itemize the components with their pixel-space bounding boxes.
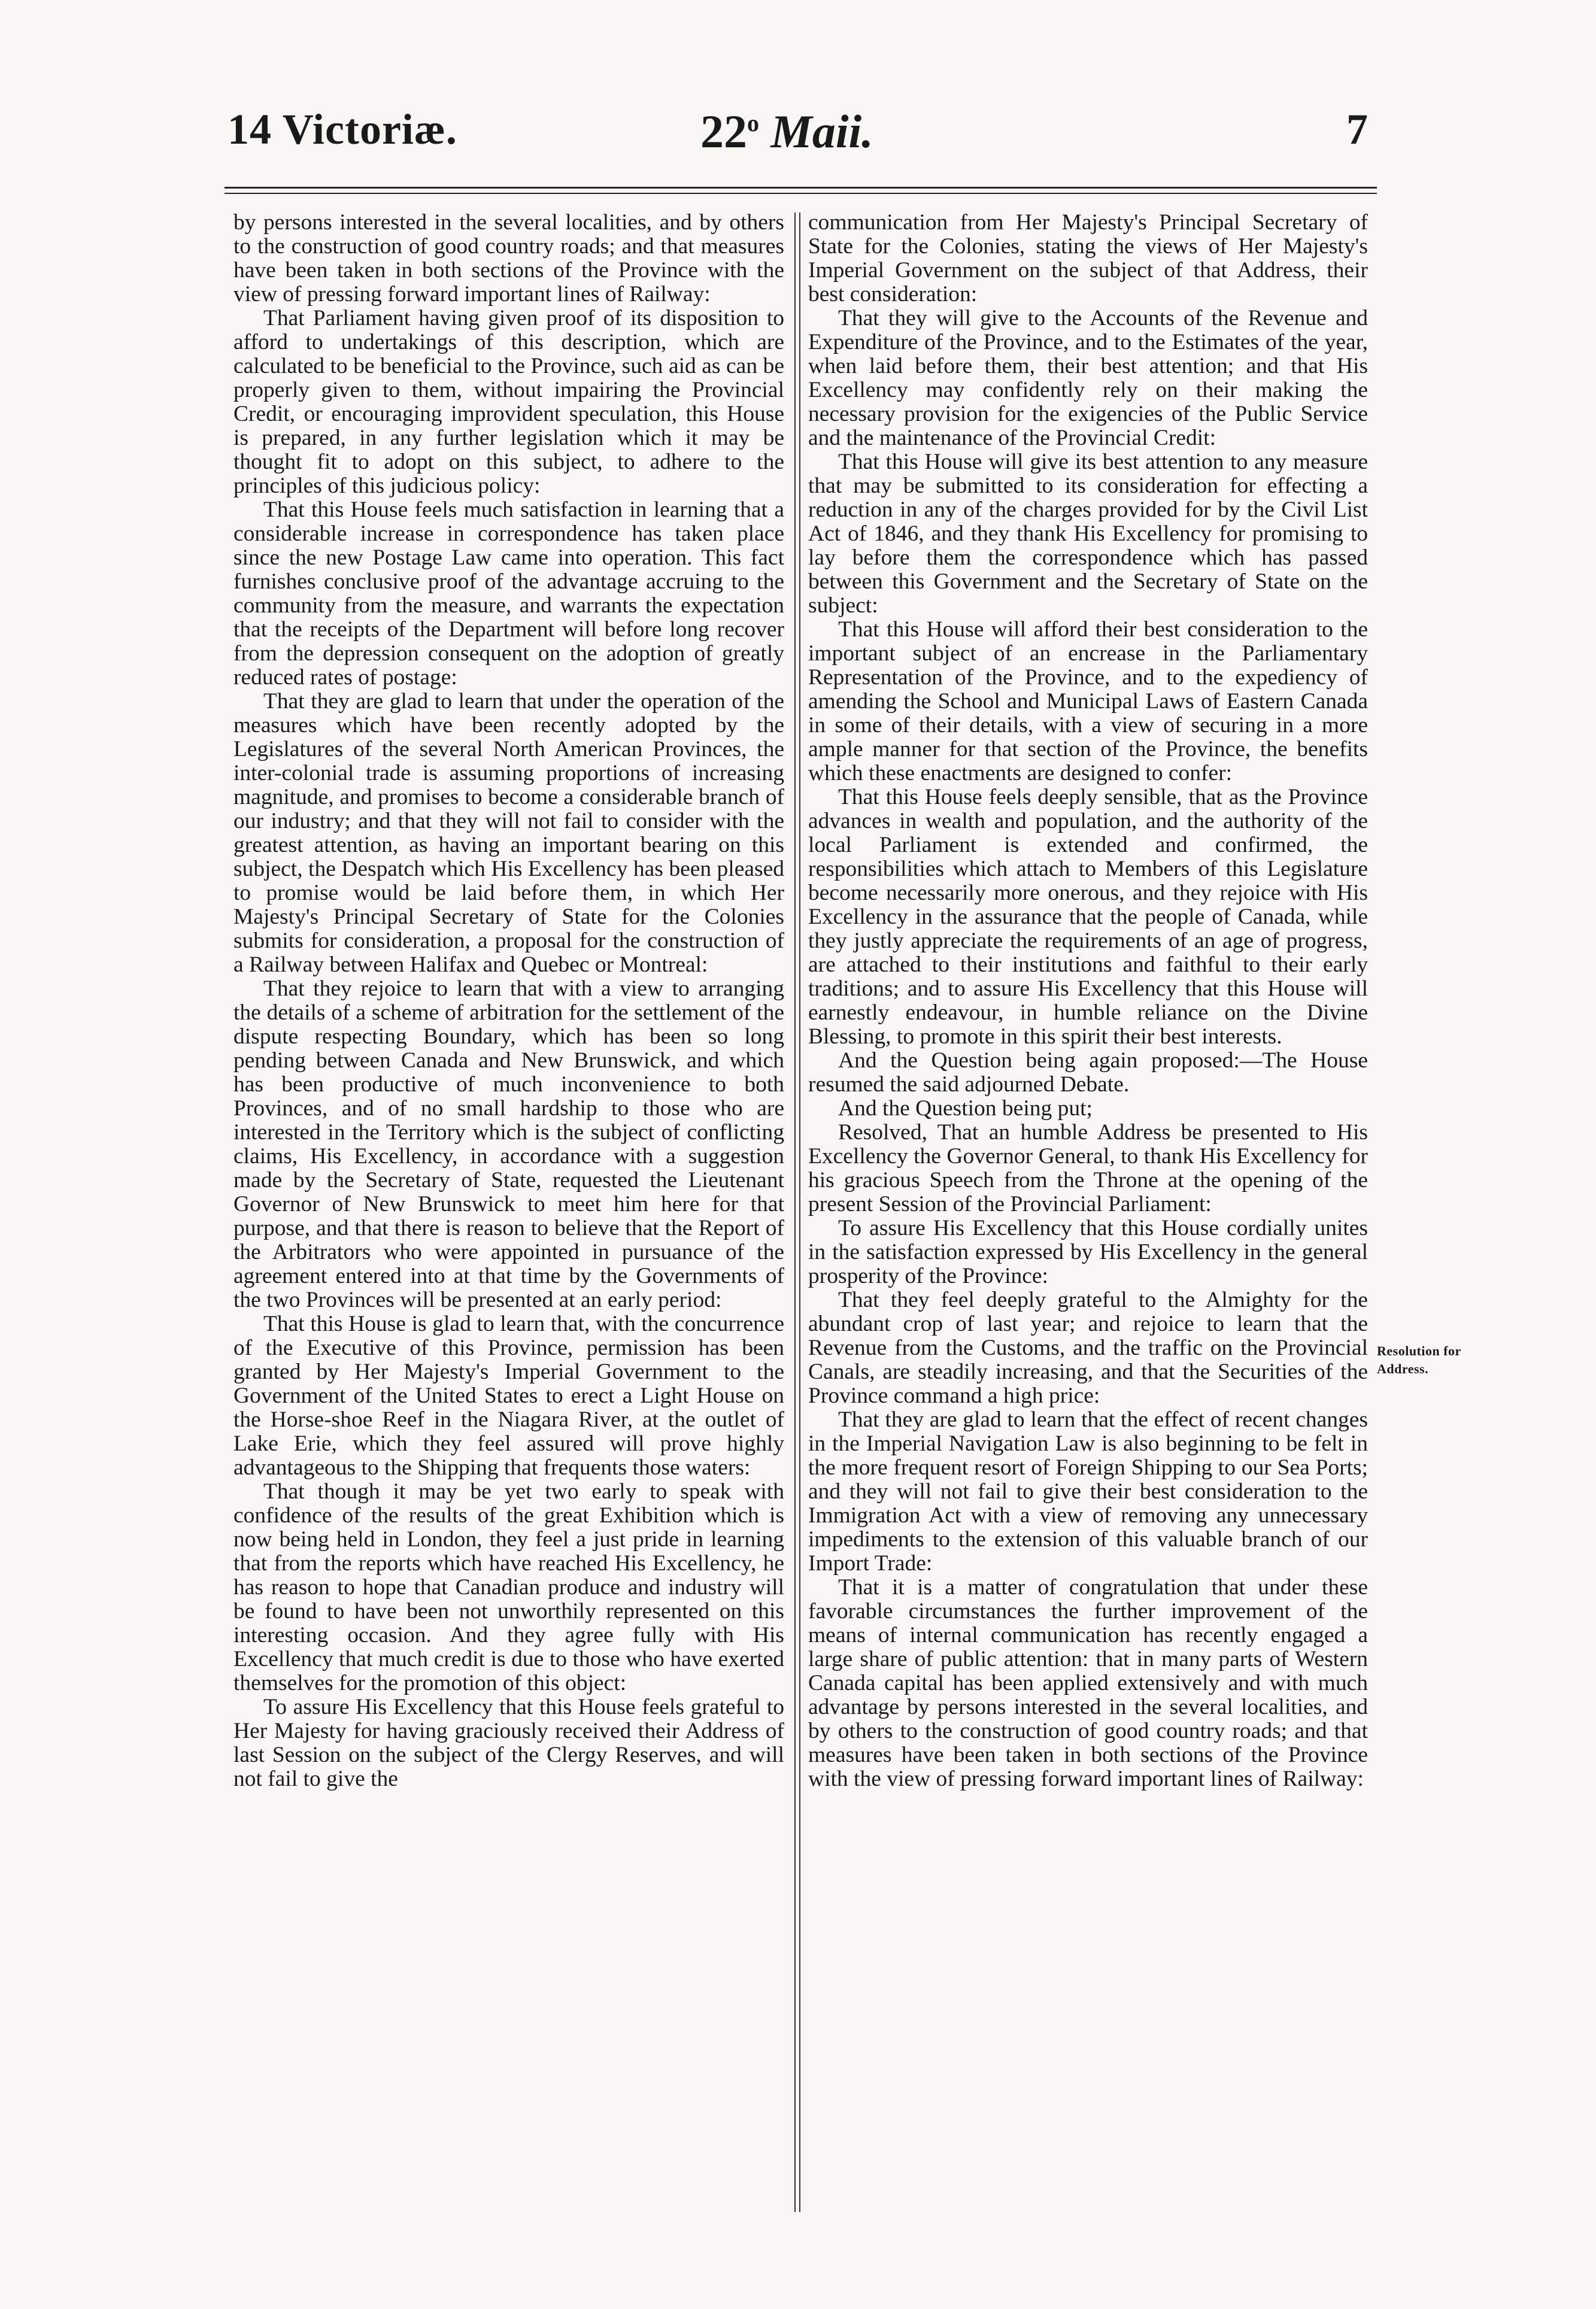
left-paragraph: That this House feels much satisfaction in learning that a considerable increase in correspondence has taken place since the new Postage Law came into operation. This fact furnishes conclusive proof of the advantage accruing to the community from the measure, and warrants the expectation that the receipts of the Department will before long recover from the depression consequent on the adoption of greatly reduced rates of postage: <box>233 497 784 690</box>
right-paragraph: To assure His Excellency that this House cordially unites in the satisfaction expressed by His Excellency in the general prosperity of the Province: <box>808 1216 1368 1288</box>
left-paragraph: To assure His Excellency that this House feels grateful to Her Majesty for having graciously received their Address of last Session on the subject of the Clergy Reserves, and will not fail to give the <box>233 1695 784 1791</box>
right-paragraph: That this House will give its best attention to any measure that may be submitted to its consideration for effecting a reduction in any of the charges provided for by the Civil List Act of 1846, and they thank His Excellency for promising to lay before them the correspondence which has passed between this Government and the Secretary of State on the subject: <box>808 450 1368 618</box>
right-paragraph: That this House feels deeply sensible, that as the Province advances in wealth and population, and the authority of the local Parliament is extended and confirmed, the responsibilities which attach to Members of this Legislature become necessarily more onerous, and they rejoice with His Excellency in the assurance that the people of Canada, while they justly appreciate the requirements of an age of progress, are attached to their institutions and faithful to their early traditions; and to assure His Excellency that this House will earnestly endeavour, in humble reliance on the Divine Blessing, to promote in this spirit their best interests. <box>808 785 1368 1049</box>
header-date-number: 22 <box>700 105 747 157</box>
left-paragraph: That though it may be yet two early to speak with confidence of the results of the great Exhibition which is now being held in London, they feel a just pride in learning that from the reports which have reached His Excellency, he has reason to hope that Canadian produce and industry will be found to have been not unworthily represented on this interesting occasion. And they agree fully with His Excellency that much credit is due to those who have exerted themselves for the promotion of this object: <box>233 1479 784 1695</box>
left-paragraph: That they are glad to learn that under the operation of the measures which have been recently adopted by the Legislatures of the several North American Provinces, the inter-colonial trade is assuming proportions of increasing magnitude, and promises to become a considerable branch of our industry; and that they will not fail to consider with the greatest attention, as having an important bearing on this subject, the Despatch which His Excellency has been pleased to promise would be laid before them, in which Her Majesty's Principal Secretary of State for the Colonies submits for consideration, a proposal for the construction of a Railway between Halifax and Quebec or Montreal: <box>233 689 784 977</box>
header-regnal-year: 14 Victoriæ. <box>227 105 457 153</box>
page-number: 7 <box>1346 105 1368 153</box>
right-paragraph: communication from Her Majesty's Principal Secretary of State for the Colonies, stating the views of Her Majesty's Imperial Government on the subject of that Address, their best consideration: <box>808 210 1368 307</box>
right-paragraph: Resolved, That an humble Address be presented to His Excellency the Governor General, to thank His Excellency for his gracious Speech from the Throne at the opening of the present Session of the Provincial Parliament: <box>808 1120 1368 1216</box>
right-paragraph: And the Question being put; <box>838 1096 1093 1121</box>
right-paragraph: That this House will afford their best consideration to the important subject of an encrease in the Parliamentary Representation of the Province, and to the expediency of amending the School and Municipal Laws of Eastern Canada in some of their details, with a view of securing in a more ample manner for that section of the Province, the benefits which these enactments are designed to confer: <box>808 617 1368 785</box>
right-paragraph: And the Question being again proposed:—The House resumed the said adjourned Debate. <box>808 1048 1368 1097</box>
column-divider-left <box>794 213 796 2212</box>
left-paragraph: by persons interested in the several localities, and by others to the construction of good country roads; and that measures have been taken in both sections of the Province with the view of pressing forward important lines of Railway: <box>233 210 784 307</box>
column-divider-right <box>799 213 800 2212</box>
header-date-month: Maii. <box>770 105 873 157</box>
left-paragraph: That they rejoice to learn that with a view to arranging the details of a scheme of arbitration for the settlement of the dispute respecting Boundary, which has been so long pending between Canada and New Brunswick, and which has been productive of much inconvenience to both Provinces, and of no small hardship to those who are interested in the Territory which is the subject of conflicting claims, His Excellency, in accordance with a suggestion made by the Secretary of State, requested the Lieutenant Governor of New Brunswick to meet him here for that purpose, and that there is reason to believe that the Report of the Arbitrators who were appointed in pursuance of the agreement entered into at that time by the Governments of the two Provinces will be presented at an early period: <box>233 976 784 1312</box>
right-paragraph: That it is a matter of congratulation that under these favorable circumstances the further improvement of the means of internal communication has recently engaged a large share of public attention: that in many parts of Western Canada capital has been applied extensively and with much advantage by persons interested in the several localities, and by others to the construction of good country roads; and that measures have been taken in both sections of the Province with the view of pressing forward important lines of Railway: <box>808 1575 1368 1791</box>
left-paragraph: That Parliament having given proof of its disposition to afford to undertakings of this description, which are calculated to be beneficial to the Province, such aid as can be properly given to them, without impairing the Provincial Credit, or encouraging improvident speculation, this House is prepared, in any further legislation which it may be thought fit to adopt on this subject, to adhere to the principles of this judicious policy: <box>233 306 784 498</box>
left-column <box>233 211 784 2198</box>
header-date <box>700 105 873 159</box>
left-paragraph: That this House is glad to learn that, with the concurrence of the Executive of this Province, permission has been granted by Her Majesty's Imperial Government to the Government of the United States to erect a Light House on the Horse-shoe Reef in the Niagara River, at the outlet of Lake Erie, which they feel assured will prove highly advantageous to the Shipping that frequents those waters: <box>233 1312 784 1480</box>
right-column <box>808 211 1368 2198</box>
right-paragraph: That they feel deeply grateful to the Almighty for the abundant crop of last year; and rejoice to learn that the Revenue from the Customs, and the traffic on the Provincial Canals, are steadily increasing, and that the Securities of the Province command a high price: <box>808 1288 1368 1408</box>
header-date-superscript: o <box>747 110 759 136</box>
running-header <box>227 105 1374 171</box>
header-rule-bottom <box>224 193 1377 194</box>
margin-note: Resolution for Address. <box>1377 1343 1461 1376</box>
right-paragraph: That they will give to the Accounts of the Revenue and Expenditure of the Province, and to the Estimates of the year, when laid before them, their best attention; and that His Excellency may confidently rely on their making the necessary provision for the exigencies of the Public Service and the maintenance of the Provincial Credit: <box>808 306 1368 450</box>
right-paragraph: That they are glad to learn that the effect of recent changes in the Imperial Navigation Law is also beginning to be felt in the more frequent resort of Foreign Shipping to our Sea Ports; and they will not fail to give their best consideration to the Immigration Act with a view of removing any unnecessary impediments to the extension of this valuable branch of our Import Trade: <box>808 1407 1368 1576</box>
header-rule-top <box>224 187 1377 189</box>
